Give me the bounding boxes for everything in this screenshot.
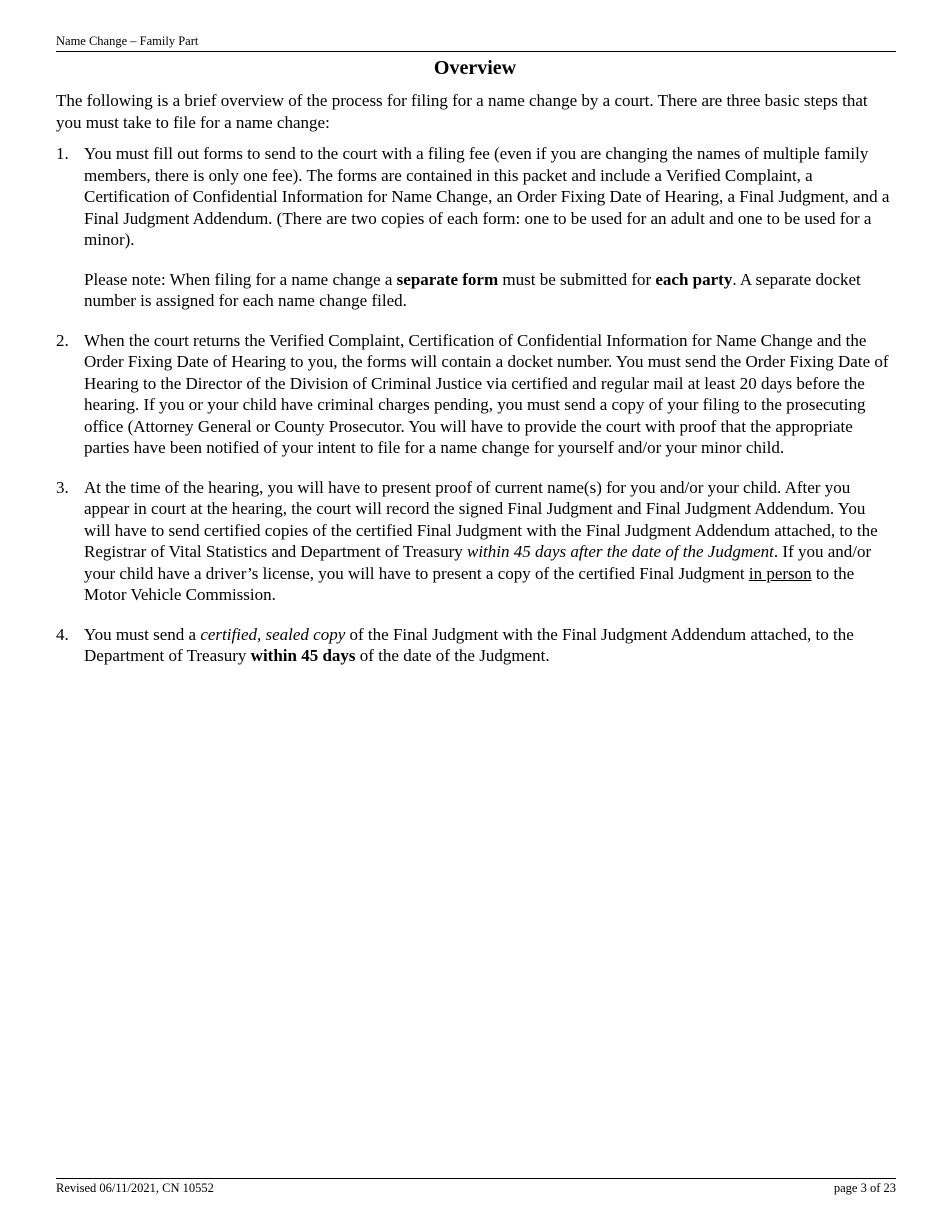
document-body — [56, 90, 896, 685]
note-text: Please note: When filing for a name change a — [84, 269, 397, 289]
revision-info: Revised 06/11/2021, CN 10552 — [56, 1181, 214, 1195]
page-number: page 3 of 23 — [833, 1181, 896, 1195]
step-bold-text: within 45 days — [250, 646, 356, 665]
step-4 — [56, 624, 896, 667]
step-1 — [56, 143, 896, 312]
page-header: Name Change – Family Part — [56, 34, 896, 52]
note-text: must be submitted for — [498, 269, 656, 289]
note-bold-each-party: each party — [655, 269, 733, 289]
step-underline-text: in person — [748, 563, 812, 583]
page-footer — [56, 1178, 896, 1196]
step-number: 1. — [56, 144, 69, 163]
step-text: . If you and/or your child have a driver’s license, you will have to present a copy of the certified Final Judgment — [84, 542, 872, 583]
step-number: 2. — [56, 330, 69, 350]
step-text: of the date of the Judgment. — [355, 646, 550, 665]
step-3 — [56, 477, 896, 606]
note-bold-separate-form: separate form — [396, 269, 499, 289]
intro-paragraph: The following is a brief overview of the process for filing for a name change by a court. There are three basic steps that you must take to file for a name change: — [56, 91, 868, 132]
page-title: Overview — [433, 57, 517, 79]
step-4-text — [84, 624, 896, 667]
step-italic-text: within 45 days after the date of the Judgment — [467, 542, 774, 561]
step-number: 4. — [56, 624, 69, 644]
step-text: At the time of the hearing, you will have to present proof of current name(s) for you and/or your child. After you appear in court at the hearing, the court will record the signed Final Judgment and Final Judgment Addendum. You will have to send certified copies of the certified Final Judgment with the Final Judgment Addendum attached, to the Registrar of Vital Statistics and Department of Treasury — [84, 477, 878, 561]
step-text: to the Motor Vehicle Commission. — [84, 563, 855, 604]
step-1-text: You must fill out forms to send to the court with a filing fee (even if you are changing the names of multiple family members, there is only one fee). The forms are contained in this packet and include a Verified Complaint, a Certification of Confidential Information for Name Change, an Order Fixing Date of Hearing, a Final Judgment, and a Final Judgment Addendum. (There are two copies of each form: one to be used for an adult and one to be used for a minor). — [84, 144, 890, 249]
step-text: of the Final Judgment with the Final Judgment Addendum attached, to the Department of Treasury — [84, 624, 854, 665]
step-3-text — [84, 477, 896, 606]
note-text: . A separate docket number is assigned for each name change filed. — [84, 269, 861, 310]
step-2-text: When the court returns the Verified Complaint, Certification of Confidential Information for Name Change and the Order Fixing Date of Hearing to you, the forms will contain a docket number. You must send the Order Fixing Date of Hearing to the Director of the Division of Criminal Justice via certified and regular mail at least 20 days before the hearing. If you or your child have criminal charges pending, you must send a copy of your filing to the prosecuting office (Attorney General or County Prosecutor. You will have to provide the court with proof that the appropriate parties have been notified of your intent to file for a name change for yourself and/or your minor child. — [84, 330, 889, 457]
steps-list — [56, 143, 896, 667]
step-1-note — [84, 269, 896, 312]
step-2 — [56, 330, 896, 459]
step-italic-text: certified, sealed copy — [200, 624, 346, 644]
step-number: 3. — [56, 477, 69, 497]
step-text: You must send a — [84, 624, 201, 644]
